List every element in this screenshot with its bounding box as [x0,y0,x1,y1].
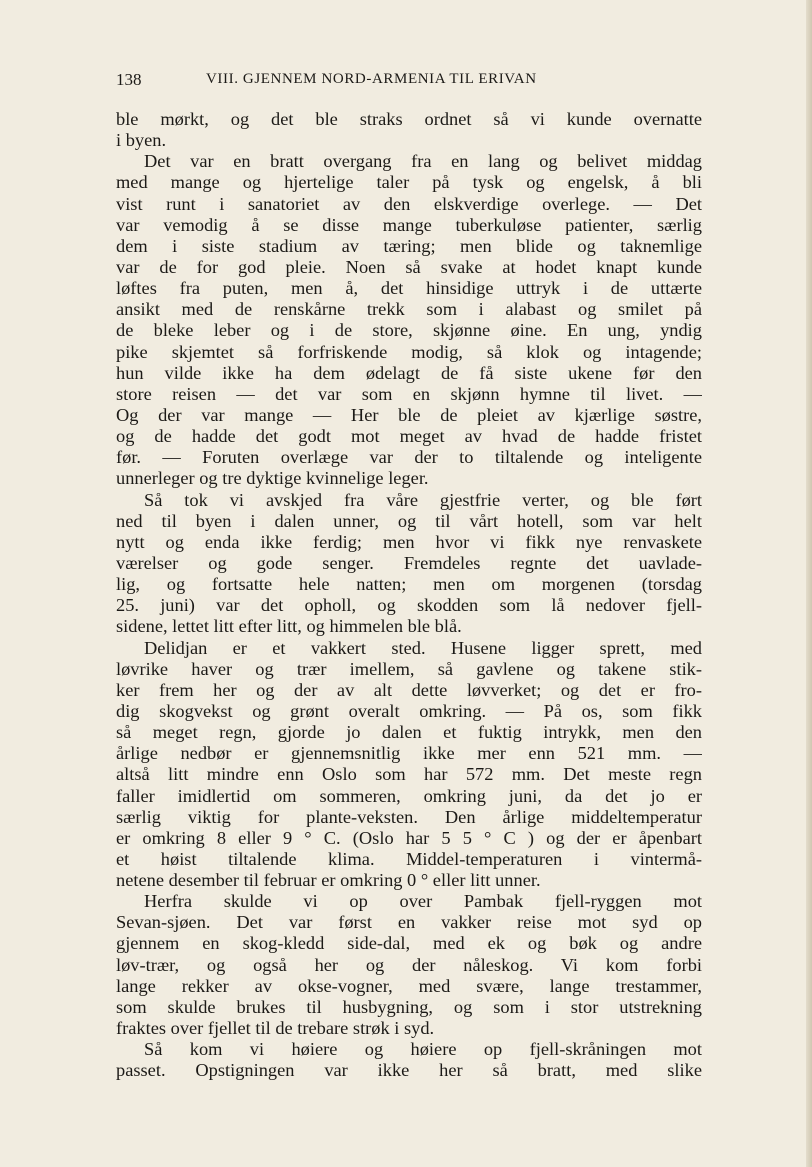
text-line: var vemodig å se disse mange tuberkuløse patienter, særlig [116,214,702,235]
text-line: ker frem her og der av alt dette løvverket; og det er fro- [116,679,702,700]
text-line: Så tok vi avskjed fra våre gjestfrie verter, og ble ført [144,489,702,510]
text-line: løv-trær, og også her og der nåleskog. Vi kom forbi [116,954,702,975]
text-line: som skulde brukes til husbygning, og som i stor utstrekning [116,996,702,1017]
text-line: Og der var mange — Her ble de pleiet av kjærlige søstre, [116,404,702,425]
text-line: gjennem en skog-kledd side-dal, med ek og bøk og andre [116,933,702,954]
text-line: før. — Foruten overlæge var der to tiltalende og inteligente [116,447,702,468]
text-line: et høist tiltalende klima. Middel-temperaturen i vintermå- [116,848,702,869]
text-line: 25. juni) var det opholl, og skodden som lå nedover fjell- [116,595,702,616]
text-line: Så kom vi høiere og høiere op fjell-skråningen mot [144,1039,702,1060]
text-line: fraktes over fjellet til de trebare strøk i syd. [116,1018,435,1039]
text-line: hun vilde ikke ha dem ødelagt de få siste ukene før den [116,362,702,383]
text-line: i byen. [116,130,167,151]
text-line: med mange og hjertelige taler på tysk og engelsk, å bli [116,172,702,193]
text-line: så meget regn, gjorde jo dalen et fuktig intrykk, men den [116,722,702,743]
text-line: er omkring 8 eller 9 ° C. (Oslo har 5 5 ° C ) og der er åpenbart [116,827,702,848]
text-line: pike skjemtet så forfriskende modig, så klok og intagende; [116,341,702,362]
text-line: Det var en bratt overgang fra en lang og belivet middag [144,151,702,172]
text-line: altså litt mindre enn Oslo som har 572 mm. Det meste regn [116,764,702,785]
text-line: netene desember til februar er omkring 0 ° eller litt unner. [116,870,541,891]
page-edge-shadow [806,0,812,1167]
text-line: særlig viktig for plante-veksten. Den årlige middeltemperatur [116,806,702,827]
text-line: årlige nedbør er gjennemsnitlig ikke mer enn 521 mm. — [116,743,702,764]
text-line: store reisen — det var som en skjønn hymne til livet. — [116,383,702,404]
text-line: løftes fra puten, men å, det hinsidige uttryk i de uttærte [116,278,702,299]
text-line: Sevan-sjøen. Det var først en vakker reise mot syd op [116,912,702,933]
text-line: nytt og enda ikke ferdig; men hvor vi fikk nye renvaskete [116,531,702,552]
text-line: og de hadde det godt mot meget av hvad de hadde fristet [116,426,702,447]
text-line: de bleke leber og i de store, skjønne øine. En ung, yndig [116,320,702,341]
text-line: faller imidlertid om sommeren, omkring juni, da det jo er [116,785,702,806]
text-line: dig skogvekst og grønt overalt omkring. — På os, som fikk [116,700,702,721]
running-head [116,70,700,94]
text-line: ble mørkt, og det ble straks ordnet så vi kunde overnatte [116,109,702,129]
text-line: værelser og gode senger. Fremdeles regnte det uavlade- [116,552,702,573]
text-line: lange rekker av okse-vogner, med svære, lange trestammer, [116,975,702,996]
text-line: løvrike haver og trær imellem, så gavlene og takene stik- [116,658,702,679]
text-line: Herfra skulde vi op over Pambak fjell-ryggen mot [144,891,702,912]
text-line: ansikt med de renskårne trekk som i alabast og smilet på [116,299,702,320]
text-line: Delidjan er et vakkert sted. Husene ligger sprett, med [144,637,702,658]
text-line: sidene, lettet litt efter litt, og himmelen ble blå. [116,616,462,637]
text-line: ned til byen i dalen unner, og til vårt hotell, som var helt [116,510,702,531]
text-line: vist runt i sanatoriet av den elskverdige overlege. — Det [116,193,702,214]
text-line: unnerleger og tre dyktige kvinnelige leger. [116,468,429,489]
text-line: var de for god pleie. Noen så svake at hodet knapt kunde [116,256,702,277]
body-text [116,109,702,1081]
page-number: 138 [116,70,142,89]
text-line: dem i siste stadium av tæring; men blide og taknemlige [116,235,702,256]
text-line: lig, og fortsatte hele natten; men om morgenen (torsdag [116,574,702,595]
text-line: passet. Opstigningen var ikke her så bratt, med slike [116,1060,702,1081]
chapter-title: VIII. GJENNEM NORD-ARMENIA TIL ERIVAN [206,71,537,87]
